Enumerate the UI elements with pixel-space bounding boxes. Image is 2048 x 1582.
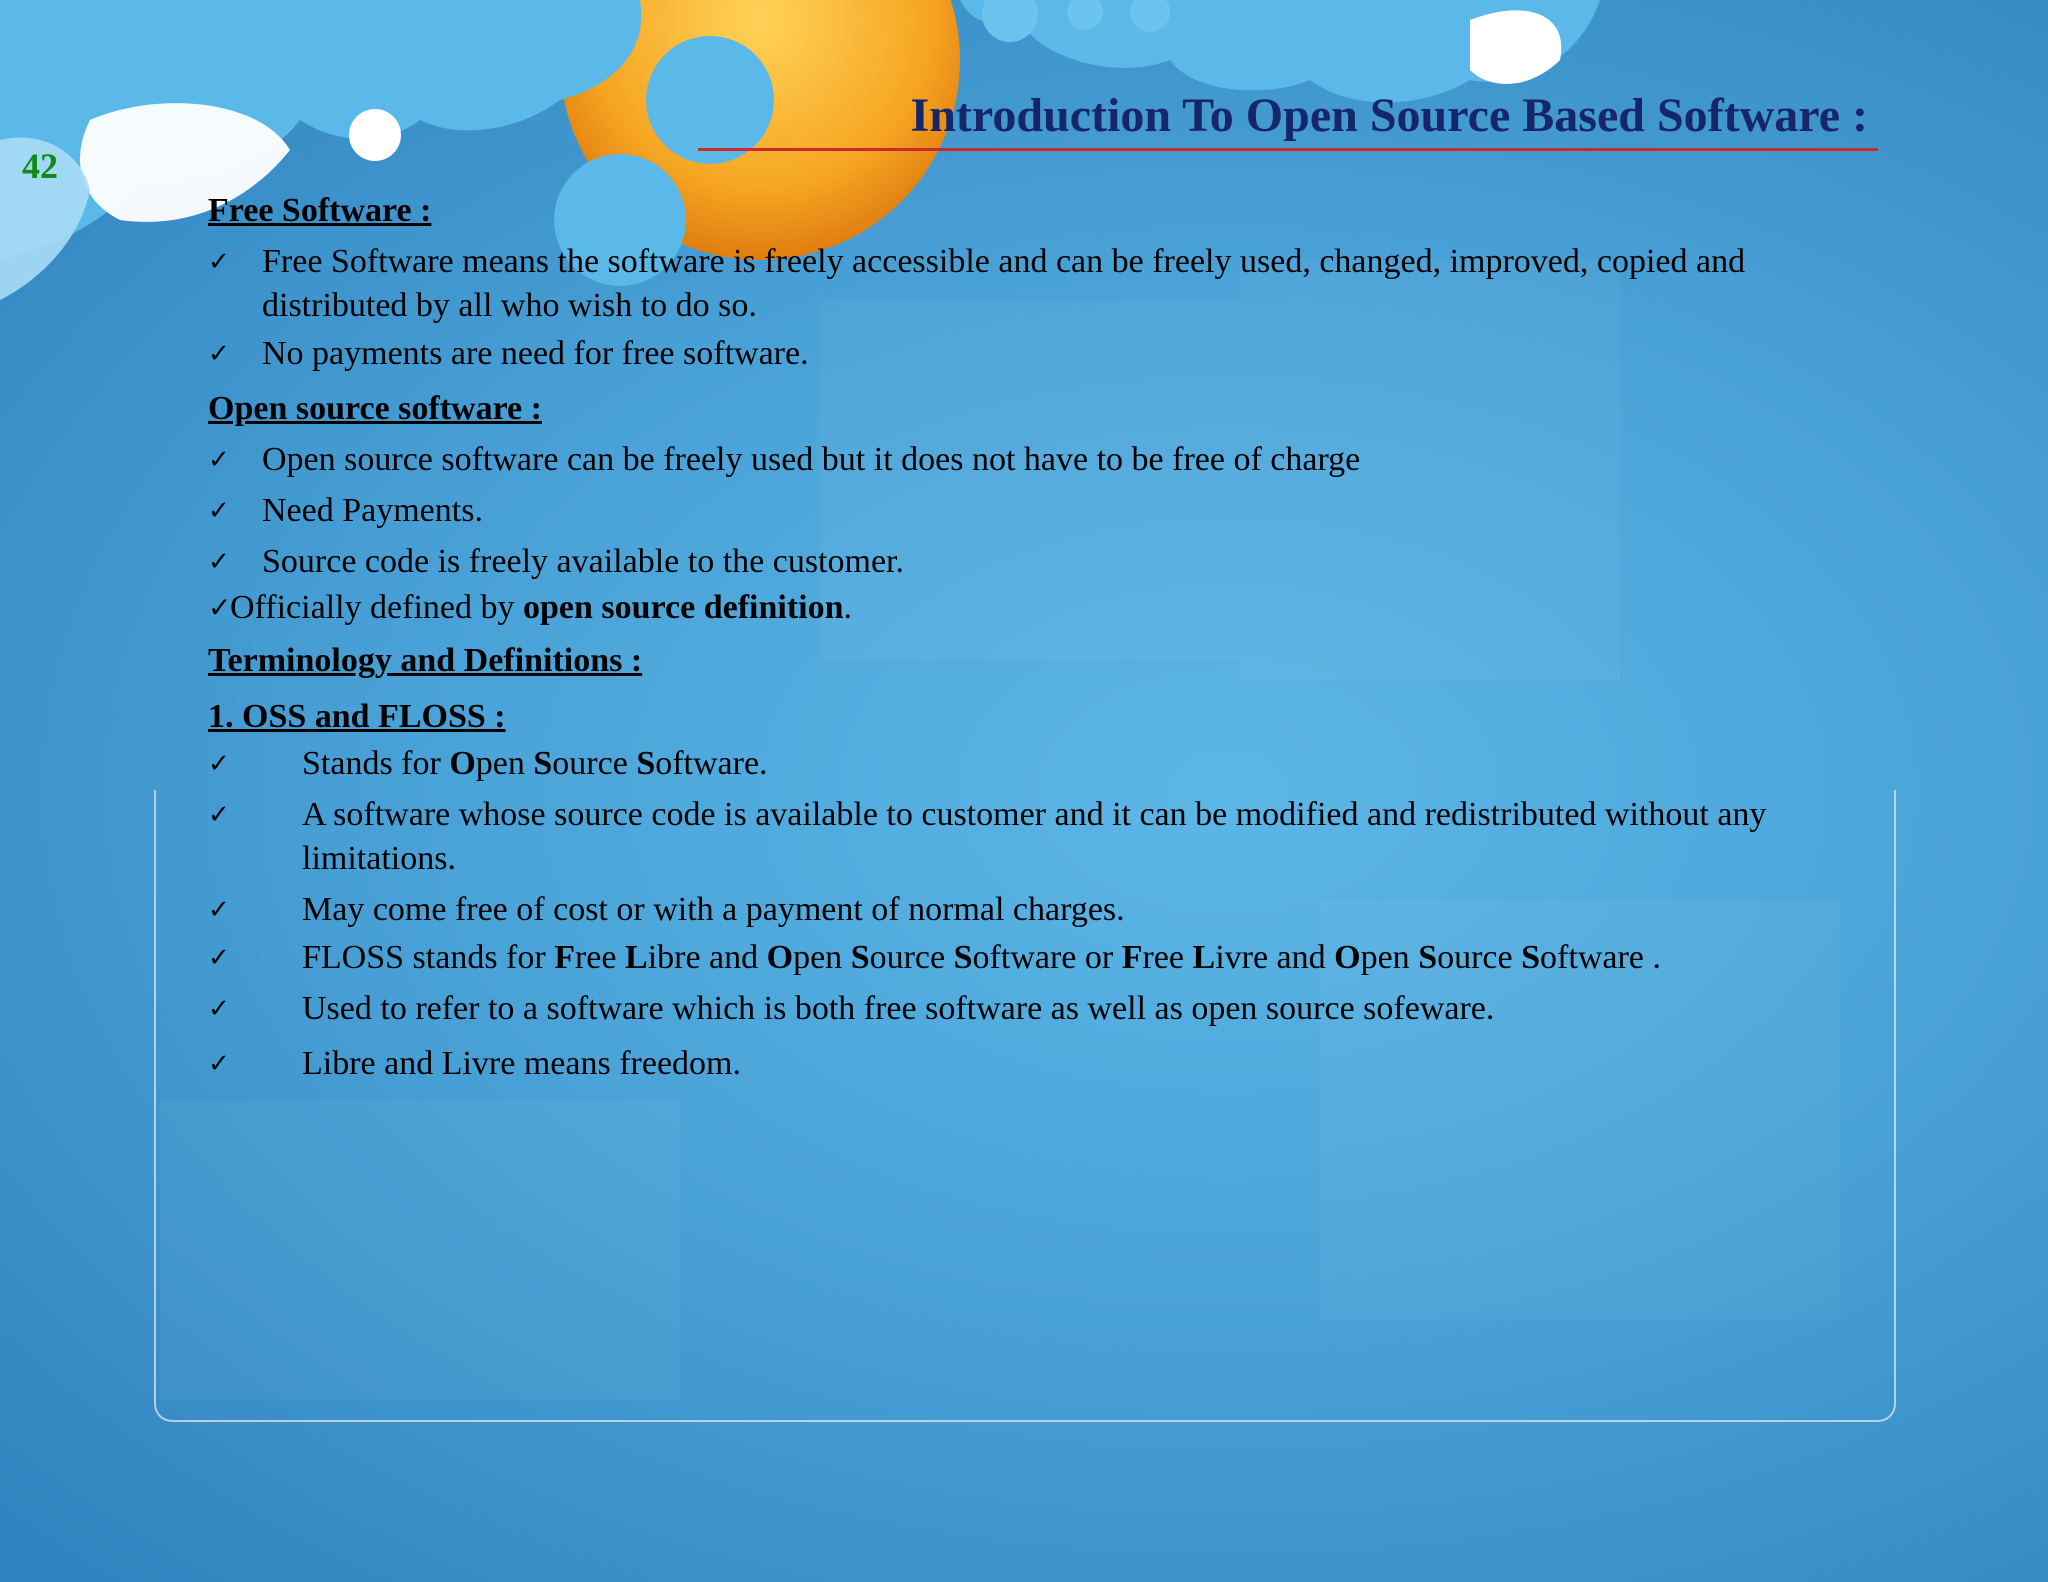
list-item [208,489,1848,533]
initial-letter: L [1192,939,1216,976]
text-run: pen [1360,939,1419,976]
text-run: FLOSS stands for [302,939,555,976]
initial-letter: F [1121,939,1143,976]
bullet-text: Need Payments. [262,492,483,529]
list-item [208,1042,1848,1086]
check-icon: ✓ [208,496,230,526]
check-icon: ✓ [208,445,230,475]
list-item [208,586,1848,630]
text-run: oftware . [1540,939,1661,976]
text-run: ource [552,745,637,782]
list-item [208,987,1848,1031]
text-run: ource [1437,939,1522,976]
text-run: Officially defined by [230,589,524,626]
check-icon: ✓ [208,895,230,925]
text-run: ivre and [1215,939,1335,976]
bullet-text: Free Software means the software is freely accessible and can be freely used, changed, improved, copied and distributed by all who wish to do so. [262,243,1746,324]
cloud-bubble [646,36,774,164]
text-run: oftware. [655,745,768,782]
cloud-bubble [982,0,1038,42]
text-run: oftware or [972,939,1122,976]
check-icon: ✓ [208,1049,230,1079]
subheading-oss-floss: 1. OSS and FLOSS : [208,698,506,735]
initial-letter: S [533,745,553,782]
bullet-text: May come free of cost or with a payment of normal charges. [302,891,1125,928]
initial-letter: L [625,939,648,976]
heading-terminology: Terminology and Definitions : [208,642,643,679]
heading-free-software: Free Software : [208,192,432,229]
bullet-text: Open source software can be freely used but it does not have to be free of charge [262,441,1361,478]
bullet-text [208,936,1848,980]
bullet-text [208,586,1848,630]
check-icon: ✓ [208,994,230,1024]
bullet-text: No payments are need for free software. [262,335,809,372]
bullet-text [208,742,1848,786]
initial-letter: S [850,939,870,976]
check-icon: ✓ [208,800,230,830]
check-icon: ✓ [208,547,230,577]
bold-text: open source definition [523,589,844,626]
text-run: Stands for [302,745,450,782]
bullet-text: Used to refer to a software which is both free software as well as open source sofeware. [302,990,1495,1027]
bullet-text: Libre and Livre means freedom. [302,1045,741,1082]
title-underline [698,148,1878,151]
list-item [208,888,1848,932]
content-frame [154,790,1896,1422]
bullet-text: A software whose source code is available to customer and it can be modified and redistributed without any limitations. [302,796,1767,877]
bullet-text: Source code is freely available to the customer. [262,543,904,580]
list-item [208,332,1848,376]
initial-letter: S [636,745,656,782]
list-item [208,936,1848,980]
slide-number: 42 [22,146,58,186]
text-run: pen [793,939,851,976]
initial-letter: S [953,939,973,976]
check-icon: ✓ [208,749,230,779]
check-icon: ✓ [208,591,232,624]
initial-letter: O [449,745,476,782]
heading-open-source: Open source software : [208,390,542,427]
text-run: ree [1142,939,1193,976]
initial-letter: S [1521,939,1541,976]
slide-title: Introduction To Open Source Based Software : [910,89,1868,142]
text-run: ree [574,939,625,976]
check-icon: ✓ [208,943,230,973]
cloud-right-highlight [1470,10,1561,84]
text-run: ource [869,939,954,976]
text-run: . [843,589,853,626]
list-item [208,742,1848,786]
text-run: ibre and [647,939,767,976]
check-icon: ✓ [208,247,230,277]
list-item [208,540,1848,584]
initial-letter: F [554,939,575,976]
text-run: pen [475,745,534,782]
initial-letter: O [766,939,794,976]
initial-letter: O [1334,939,1361,976]
list-item [208,240,1848,328]
list-item [208,438,1848,482]
check-icon: ✓ [208,339,230,369]
list-item [208,793,1848,881]
cloud-bubble [349,109,401,161]
initial-letter: S [1418,939,1438,976]
